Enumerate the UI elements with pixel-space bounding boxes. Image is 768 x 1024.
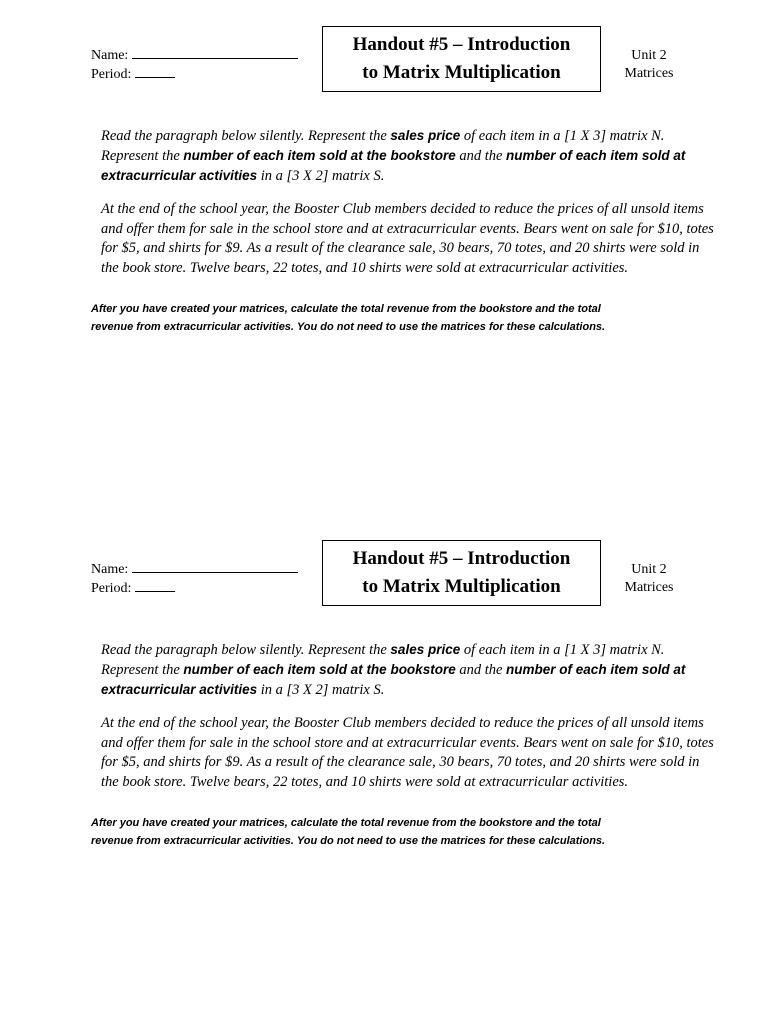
title-line-2: to Matrix Multiplication [362,62,561,83]
name-row [91,46,298,65]
instructions-paragraph [101,126,721,186]
story-paragraph: At the end of the school year, the Booster Club members decided to reduce the prices of all unsold items and offer them for sale in the school store and at extracurricular events. Bears went on sale for $10, totes for $5, and shirts for $9. As a result of the clearance sale, 30 bears, 70 totes, and 20 shirts were sold in the book store. Twelve bears, 22 totes, and 10 shirts were sold at extracurricular activities. [101,715,714,790]
instructions-emphasis: number of each item sold at the bookstore [183,148,456,163]
name-blank[interactable] [132,46,298,59]
instructions-text: Read the paragraph below silently. Represent the [101,128,391,144]
handout-title-box [322,26,601,92]
unit-info [614,47,684,83]
topic-label: Matrices [624,580,674,595]
instructions-text: and the [455,148,507,164]
instructions-emphasis: sales price [390,128,461,143]
period-label: Period: [91,67,132,82]
handout-copy-1 [0,0,768,360]
instructions-text: in a [3 X 2] matrix S. [257,682,385,698]
name-blank[interactable] [132,560,298,573]
instructions-emphasis: number of each item sold at extracurricular activities [101,148,686,183]
name-row [91,560,298,579]
period-row [91,579,298,598]
instructions-emphasis: sales price [390,642,461,657]
task-instructions [91,814,691,850]
story-paragraph: At the end of the school year, the Booster Club members decided to reduce the prices of all unsold items and offer them for sale in the school store and at extracurricular events. Bears went on sale for $10, totes for $5, and shirts for $9. As a result of the clearance sale, 30 bears, 70 totes, and 20 shirts were sold in the book store. Twelve bears, 22 totes, and 10 shirts were sold at extracurricular activities. [101,201,714,276]
instructions-emphasis: number of each item sold at the bookstore [183,662,456,677]
name-label: Name: [91,562,129,577]
title-line-2: to Matrix Multiplication [362,576,561,597]
unit-label: Unit 2 [631,562,667,577]
period-blank[interactable] [135,65,175,78]
instructions-text: and the [455,662,507,678]
instructions-text: in a [3 X 2] matrix S. [257,168,385,184]
instructions-emphasis: number of each item sold at extracurricular activities [101,662,686,697]
handout-title-box [322,540,601,606]
period-label: Period: [91,581,132,596]
period-blank[interactable] [135,579,175,592]
unit-info [614,561,684,597]
period-row [91,65,298,84]
title-line-1: Handout #5 – Introduction [352,34,571,55]
name-label: Name: [91,48,129,63]
instructions-text: of each item in a [1 X 3] matrix N. Represent the [101,128,665,164]
instructions-paragraph [101,640,721,700]
unit-label: Unit 2 [631,48,667,63]
task-line-2: revenue from extracurricular activities. You do not need to use the matrices for these calculations. [91,321,606,333]
instructions-text: Read the paragraph below silently. Represent the [101,642,391,658]
task-instructions [91,300,691,336]
handout-copy-2 [0,514,768,874]
topic-label: Matrices [624,66,674,81]
student-info [91,46,298,84]
task-line-2: revenue from extracurricular activities. You do not need to use the matrices for these calculations. [91,835,606,847]
task-line-1: After you have created your matrices, calculate the total revenue from the bookstore and the total [91,303,601,315]
student-info [91,560,298,598]
title-line-1: Handout #5 – Introduction [352,548,571,569]
instructions-text: of each item in a [1 X 3] matrix N. Represent the [101,642,665,678]
task-line-1: After you have created your matrices, calculate the total revenue from the bookstore and the total [91,817,601,829]
